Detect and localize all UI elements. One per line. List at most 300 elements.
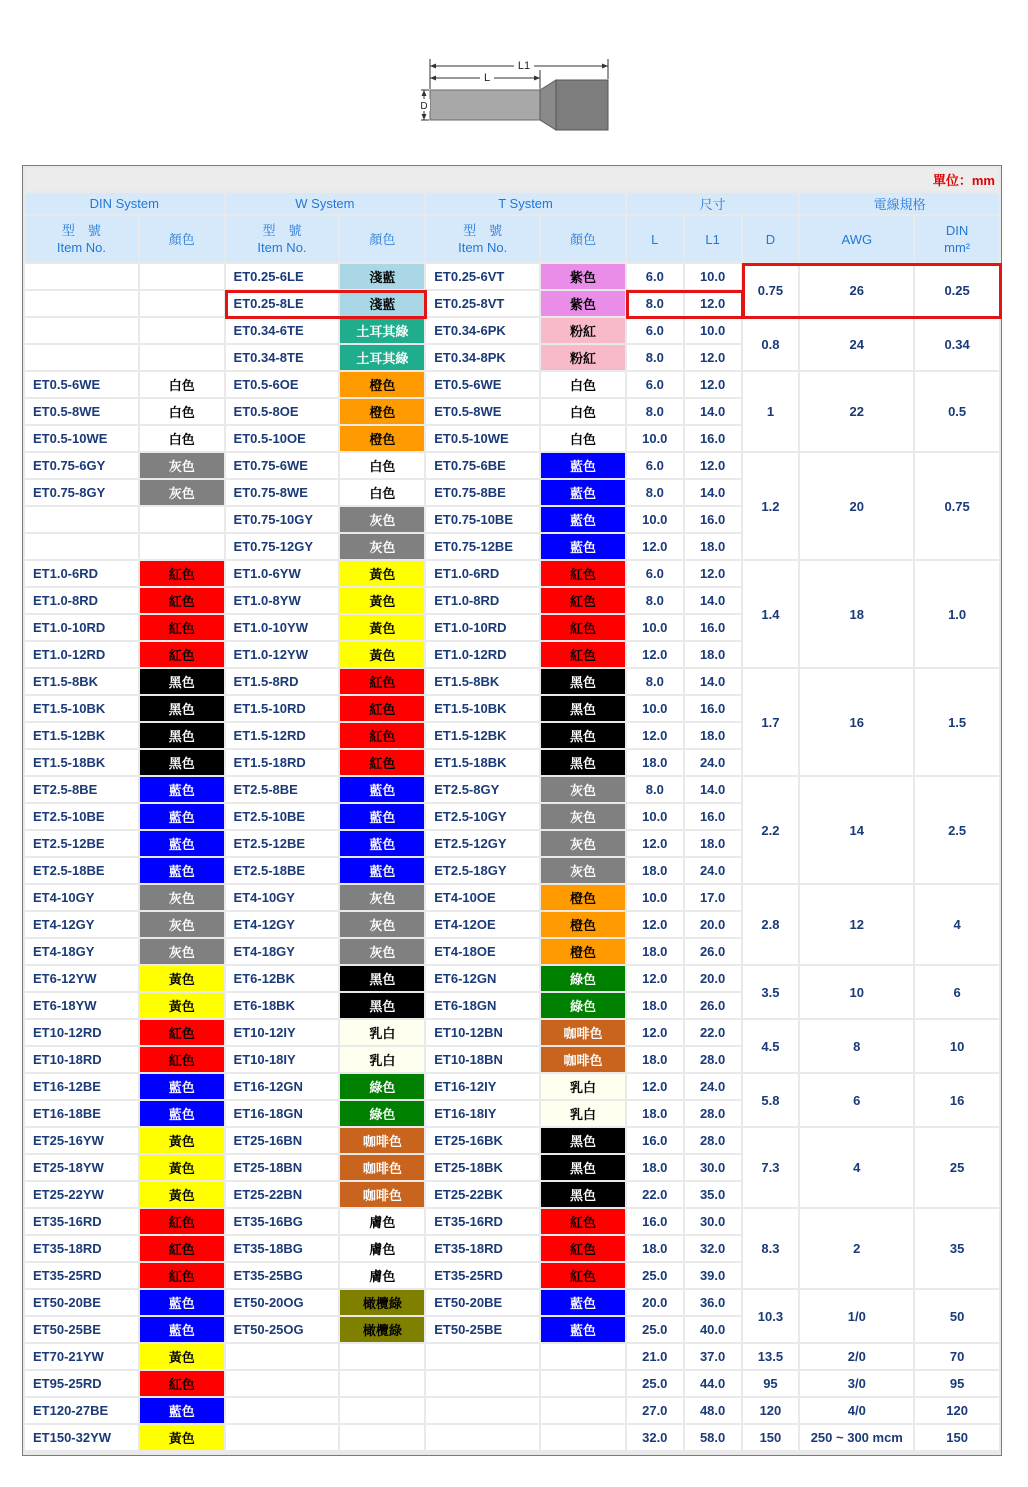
din-item-no: ET4-12GY — [25, 912, 138, 937]
color-swatch: 咖啡色 — [541, 1047, 625, 1072]
din-item-no: ET25-22YW — [25, 1182, 138, 1207]
din-mm2-value: 0.25 — [915, 264, 999, 316]
awg-value: 26 — [800, 264, 913, 316]
color-swatch: 黑色 — [541, 750, 625, 775]
color-swatch: 灰色 — [541, 804, 625, 829]
header-item-zh: 型 號 — [61, 223, 101, 238]
table-row — [25, 1128, 999, 1153]
din-item-no: ET6-18YW — [25, 993, 138, 1018]
t-item-no: ET0.5-10WE — [426, 426, 539, 451]
table-row — [25, 372, 999, 397]
length-l1: 12.0 — [685, 372, 741, 397]
t-item-no: ET4-10OE — [426, 885, 539, 910]
din-item-no — [25, 345, 138, 370]
length-l: 8.0 — [627, 480, 683, 505]
t-item-no: ET35-16RD — [426, 1209, 539, 1234]
length-l1: 14.0 — [685, 588, 741, 613]
t-item-no: ET1.5-18BK — [426, 750, 539, 775]
color-swatch: 粉紅 — [541, 318, 625, 343]
length-l: 10.0 — [627, 615, 683, 640]
t-item-no: ET6-18GN — [426, 993, 539, 1018]
table-row — [25, 453, 999, 478]
table-row — [25, 1425, 999, 1450]
length-l1: 28.0 — [685, 1128, 741, 1153]
awg-value: 12 — [800, 885, 913, 964]
color-swatch: 橙色 — [541, 939, 625, 964]
length-l1: 12.0 — [685, 291, 741, 316]
color-swatch: 白色 — [140, 372, 224, 397]
length-l: 18.0 — [627, 993, 683, 1018]
length-l1: 30.0 — [685, 1155, 741, 1180]
w-item-no: ET6-18BK — [226, 993, 339, 1018]
length-l: 18.0 — [627, 939, 683, 964]
din-item-no: ET35-16RD — [25, 1209, 138, 1234]
t-item-no — [426, 1371, 539, 1396]
header-item-zh: 型 號 — [262, 223, 302, 238]
ferrule-collar — [540, 80, 556, 130]
din-mm2-value: 35 — [915, 1209, 999, 1288]
length-l1: 26.0 — [685, 993, 741, 1018]
w-item-no: ET0.34-8TE — [226, 345, 339, 370]
color-swatch: 藍色 — [140, 1398, 224, 1423]
color-swatch: 綠色 — [541, 966, 625, 991]
color-swatch: 黑色 — [140, 696, 224, 721]
t-item-no: ET10-18BN — [426, 1047, 539, 1072]
header-t-color: 顏色 — [541, 216, 625, 262]
length-l: 8.0 — [627, 345, 683, 370]
t-item-no: ET0.25-6VT — [426, 264, 539, 289]
color-swatch: 黑色 — [541, 696, 625, 721]
t-item-no: ET10-12BN — [426, 1020, 539, 1045]
w-item-no — [226, 1425, 339, 1450]
length-l1: 22.0 — [685, 1020, 741, 1045]
awg-value: 250 ~ 300 mcm — [800, 1425, 913, 1450]
w-item-no: ET50-20OG — [226, 1290, 339, 1315]
color-swatch: 紅色 — [140, 1020, 224, 1045]
length-l1: 58.0 — [685, 1425, 741, 1450]
color-swatch: 灰色 — [541, 858, 625, 883]
w-item-no: ET1.5-12RD — [226, 723, 339, 748]
table-row — [25, 669, 999, 694]
color-swatch — [140, 534, 224, 559]
color-swatch: 灰色 — [140, 453, 224, 478]
w-item-no: ET0.75-8WE — [226, 480, 339, 505]
table-row — [25, 777, 999, 802]
ferrule-sleeve — [556, 80, 608, 130]
length-l1: 48.0 — [685, 1398, 741, 1423]
w-item-no: ET0.5-6OE — [226, 372, 339, 397]
din-item-no: ET10-12RD — [25, 1020, 138, 1045]
header-item-zh: 型 號 — [463, 223, 503, 238]
color-swatch: 藍色 — [340, 858, 424, 883]
diameter-d: 0.8 — [743, 318, 799, 370]
color-swatch: 白色 — [140, 399, 224, 424]
table-row — [25, 1209, 999, 1234]
color-swatch: 灰色 — [340, 507, 424, 532]
color-swatch: 黃色 — [140, 1128, 224, 1153]
color-swatch: 灰色 — [340, 939, 424, 964]
length-l: 18.0 — [627, 1155, 683, 1180]
length-l: 8.0 — [627, 291, 683, 316]
din-item-no: ET1.5-12BK — [25, 723, 138, 748]
length-l: 18.0 — [627, 1236, 683, 1261]
color-swatch: 紅色 — [140, 1047, 224, 1072]
color-swatch: 藍色 — [340, 777, 424, 802]
diameter-d: 2.8 — [743, 885, 799, 964]
table-row — [25, 966, 999, 991]
length-l1: 18.0 — [685, 723, 741, 748]
color-swatch: 黑色 — [541, 669, 625, 694]
length-l1: 24.0 — [685, 1074, 741, 1099]
table-row — [25, 561, 999, 586]
din-item-no: ET150-32YW — [25, 1425, 138, 1450]
din-item-no: ET35-25RD — [25, 1263, 138, 1288]
t-item-no: ET50-25BE — [426, 1317, 539, 1342]
din-item-no: ET35-18RD — [25, 1236, 138, 1261]
color-swatch: 紅色 — [340, 750, 424, 775]
din-mm2-value: 2.5 — [915, 777, 999, 883]
din-mm2-value: 70 — [915, 1344, 999, 1369]
header-item-en: Item No. — [458, 240, 508, 255]
diameter-d: 95 — [743, 1371, 799, 1396]
color-swatch: 黑色 — [541, 1155, 625, 1180]
t-item-no: ET2.5-18GY — [426, 858, 539, 883]
color-swatch: 紅色 — [140, 642, 224, 667]
color-swatch: 黑色 — [340, 966, 424, 991]
color-swatch: 紅色 — [541, 642, 625, 667]
din-item-no: ET50-20BE — [25, 1290, 138, 1315]
din-item-no: ET70-21YW — [25, 1344, 138, 1369]
w-item-no: ET35-16BG — [226, 1209, 339, 1234]
color-swatch: 黑色 — [541, 723, 625, 748]
awg-value: 6 — [800, 1074, 913, 1126]
length-l: 8.0 — [627, 588, 683, 613]
diameter-d: 10.3 — [743, 1290, 799, 1342]
color-swatch: 紅色 — [140, 1371, 224, 1396]
color-swatch: 黃色 — [140, 1425, 224, 1450]
w-item-no: ET16-18GN — [226, 1101, 339, 1126]
t-item-no: ET4-18OE — [426, 939, 539, 964]
color-swatch — [140, 291, 224, 316]
header-t-item — [426, 216, 539, 262]
length-l1: 10.0 — [685, 318, 741, 343]
length-l: 10.0 — [627, 426, 683, 451]
w-item-no: ET1.0-12YW — [226, 642, 339, 667]
t-item-no: ET25-18BK — [426, 1155, 539, 1180]
length-l: 12.0 — [627, 534, 683, 559]
color-swatch: 藍色 — [140, 858, 224, 883]
diameter-d: 5.8 — [743, 1074, 799, 1126]
w-item-no — [226, 1344, 339, 1369]
w-item-no: ET4-10GY — [226, 885, 339, 910]
length-l: 8.0 — [627, 777, 683, 802]
header-din-item — [25, 216, 138, 262]
color-swatch — [340, 1344, 424, 1369]
w-item-no: ET25-22BN — [226, 1182, 339, 1207]
t-item-no: ET1.0-6RD — [426, 561, 539, 586]
length-l1: 12.0 — [685, 561, 741, 586]
length-l1: 10.0 — [685, 264, 741, 289]
w-item-no: ET25-18BN — [226, 1155, 339, 1180]
color-swatch: 黑色 — [541, 1128, 625, 1153]
color-swatch — [340, 1371, 424, 1396]
length-l1: 16.0 — [685, 507, 741, 532]
t-item-no: ET0.5-6WE — [426, 372, 539, 397]
awg-value: 18 — [800, 561, 913, 667]
table-row — [25, 1290, 999, 1315]
length-l1: 20.0 — [685, 966, 741, 991]
din-item-no — [25, 534, 138, 559]
length-l1: 14.0 — [685, 777, 741, 802]
color-swatch: 藍色 — [340, 831, 424, 856]
color-swatch — [140, 264, 224, 289]
color-swatch: 紅色 — [541, 1209, 625, 1234]
t-item-no: ET1.5-12BK — [426, 723, 539, 748]
awg-value: 2/0 — [800, 1344, 913, 1369]
w-item-no: ET10-12IY — [226, 1020, 339, 1045]
color-swatch: 紅色 — [541, 615, 625, 640]
length-l1: 44.0 — [685, 1371, 741, 1396]
din-mm2-value: 16 — [915, 1074, 999, 1126]
color-swatch: 紫色 — [541, 291, 625, 316]
length-l: 18.0 — [627, 750, 683, 775]
color-swatch: 紅色 — [140, 588, 224, 613]
color-swatch: 灰色 — [140, 480, 224, 505]
t-item-no: ET1.0-10RD — [426, 615, 539, 640]
color-swatch — [541, 1398, 625, 1423]
length-l: 12.0 — [627, 912, 683, 937]
din-item-no — [25, 318, 138, 343]
w-item-no: ET0.34-6TE — [226, 318, 339, 343]
diagram-label-l: L — [483, 72, 491, 84]
din-item-no: ET16-18BE — [25, 1101, 138, 1126]
color-swatch: 橙色 — [340, 399, 424, 424]
awg-value: 14 — [800, 777, 913, 883]
din-mm2-value: 150 — [915, 1425, 999, 1450]
length-l: 12.0 — [627, 642, 683, 667]
w-item-no: ET4-18GY — [226, 939, 339, 964]
w-item-no: ET0.75-12GY — [226, 534, 339, 559]
diameter-d: 1.2 — [743, 453, 799, 559]
header-wire-spec: 電線規格 — [800, 193, 999, 214]
din-mm2-value: 0.75 — [915, 453, 999, 559]
color-swatch — [140, 318, 224, 343]
color-swatch — [140, 345, 224, 370]
length-l: 21.0 — [627, 1344, 683, 1369]
diameter-d: 1 — [743, 372, 799, 451]
length-l: 25.0 — [627, 1317, 683, 1342]
color-swatch: 紅色 — [140, 1263, 224, 1288]
color-swatch — [541, 1425, 625, 1450]
color-swatch: 黃色 — [140, 966, 224, 991]
din-item-no: ET1.0-6RD — [25, 561, 138, 586]
color-swatch: 黃色 — [140, 1344, 224, 1369]
t-item-no: ET2.5-10GY — [426, 804, 539, 829]
header-t-system: T System — [426, 193, 625, 214]
awg-value: 4 — [800, 1128, 913, 1207]
length-l1: 39.0 — [685, 1263, 741, 1288]
color-swatch: 乳白 — [340, 1020, 424, 1045]
din-item-no: ET1.5-10BK — [25, 696, 138, 721]
t-item-no — [426, 1425, 539, 1450]
t-item-no: ET35-18RD — [426, 1236, 539, 1261]
header-w-color: 顏色 — [340, 216, 424, 262]
length-l: 6.0 — [627, 372, 683, 397]
color-swatch: 紅色 — [140, 1209, 224, 1234]
t-item-no: ET50-20BE — [426, 1290, 539, 1315]
length-l: 10.0 — [627, 507, 683, 532]
length-l: 10.0 — [627, 804, 683, 829]
t-item-no: ET1.5-8BK — [426, 669, 539, 694]
length-l1: 35.0 — [685, 1182, 741, 1207]
din-item-no: ET25-18YW — [25, 1155, 138, 1180]
color-swatch — [541, 1344, 625, 1369]
color-swatch: 黑色 — [541, 1182, 625, 1207]
header-mm2: mm² — [944, 240, 971, 255]
length-l: 27.0 — [627, 1398, 683, 1423]
w-item-no: ET1.0-10YW — [226, 615, 339, 640]
color-swatch: 紅色 — [140, 561, 224, 586]
awg-value: 2 — [800, 1209, 913, 1288]
diameter-d: 120 — [743, 1398, 799, 1423]
din-mm2-value: 1.0 — [915, 561, 999, 667]
length-l1: 14.0 — [685, 480, 741, 505]
w-item-no: ET50-25OG — [226, 1317, 339, 1342]
color-swatch: 灰色 — [140, 939, 224, 964]
diameter-d: 150 — [743, 1425, 799, 1450]
length-l: 12.0 — [627, 831, 683, 856]
din-item-no: ET10-18RD — [25, 1047, 138, 1072]
w-item-no: ET0.75-10GY — [226, 507, 339, 532]
color-swatch: 藍色 — [541, 1317, 625, 1342]
w-item-no: ET2.5-10BE — [226, 804, 339, 829]
length-l: 22.0 — [627, 1182, 683, 1207]
w-item-no: ET2.5-8BE — [226, 777, 339, 802]
length-l1: 24.0 — [685, 858, 741, 883]
length-l1: 24.0 — [685, 750, 741, 775]
diameter-d: 4.5 — [743, 1020, 799, 1072]
awg-value: 4/0 — [800, 1398, 913, 1423]
color-swatch: 灰色 — [541, 831, 625, 856]
w-item-no: ET1.0-6YW — [226, 561, 339, 586]
t-item-no: ET16-12IY — [426, 1074, 539, 1099]
color-swatch: 藍色 — [541, 480, 625, 505]
t-item-no: ET0.75-10BE — [426, 507, 539, 532]
length-l: 20.0 — [627, 1290, 683, 1315]
color-swatch: 黃色 — [140, 1182, 224, 1207]
awg-value: 8 — [800, 1020, 913, 1072]
unit-label: 單位：mm — [25, 168, 999, 191]
color-swatch: 黑色 — [140, 750, 224, 775]
diameter-d: 1.7 — [743, 669, 799, 775]
length-l1: 16.0 — [685, 426, 741, 451]
table-row — [25, 1074, 999, 1099]
t-item-no: ET6-12GN — [426, 966, 539, 991]
length-l1: 37.0 — [685, 1344, 741, 1369]
length-l: 6.0 — [627, 453, 683, 478]
din-mm2-value: 25 — [915, 1128, 999, 1207]
ferrule-tube — [430, 90, 542, 120]
length-l: 8.0 — [627, 399, 683, 424]
color-swatch: 白色 — [140, 426, 224, 451]
w-item-no: ET35-25BG — [226, 1263, 339, 1288]
header-item-en: Item No. — [56, 240, 106, 255]
color-swatch: 藍色 — [140, 1290, 224, 1315]
din-item-no: ET2.5-18BE — [25, 858, 138, 883]
w-item-no: ET2.5-12BE — [226, 831, 339, 856]
table-row — [25, 1344, 999, 1369]
w-item-no: ET35-18BG — [226, 1236, 339, 1261]
color-swatch: 紅色 — [340, 669, 424, 694]
din-item-no: ET0.75-8GY — [25, 480, 138, 505]
length-l: 18.0 — [627, 1047, 683, 1072]
din-item-no: ET2.5-8BE — [25, 777, 138, 802]
highlight-box-item — [225, 290, 428, 319]
diameter-d: 2.2 — [743, 777, 799, 883]
din-item-no: ET2.5-10BE — [25, 804, 138, 829]
w-item-no: ET1.5-8RD — [226, 669, 339, 694]
color-swatch: 紅色 — [541, 561, 625, 586]
length-l1: 36.0 — [685, 1290, 741, 1315]
t-item-no: ET0.25-8VT — [426, 291, 539, 316]
din-item-no: ET1.5-18BK — [25, 750, 138, 775]
color-swatch: 灰色 — [340, 885, 424, 910]
color-swatch: 藍色 — [541, 534, 625, 559]
din-mm2-value: 1.5 — [915, 669, 999, 775]
din-item-no — [25, 291, 138, 316]
color-swatch: 膚色 — [340, 1236, 424, 1261]
color-swatch: 黃色 — [340, 588, 424, 613]
length-l: 8.0 — [627, 669, 683, 694]
color-swatch: 乳白 — [541, 1074, 625, 1099]
table-row — [25, 1371, 999, 1396]
color-swatch: 乳白 — [541, 1101, 625, 1126]
color-swatch: 土耳其綠 — [340, 345, 424, 370]
din-item-no: ET1.0-8RD — [25, 588, 138, 613]
color-swatch: 白色 — [541, 372, 625, 397]
length-l1: 40.0 — [685, 1317, 741, 1342]
color-swatch: 乳白 — [340, 1047, 424, 1072]
w-item-no: ET25-16BN — [226, 1128, 339, 1153]
t-item-no: ET25-22BK — [426, 1182, 539, 1207]
color-swatch: 藍色 — [541, 453, 625, 478]
color-swatch: 橄欖綠 — [340, 1290, 424, 1315]
color-swatch: 藍色 — [140, 1317, 224, 1342]
din-item-no: ET4-10GY — [25, 885, 138, 910]
din-item-no: ET1.5-8BK — [25, 669, 138, 694]
awg-value: 16 — [800, 669, 913, 775]
table-row — [25, 1398, 999, 1423]
color-swatch — [140, 507, 224, 532]
color-swatch: 橙色 — [541, 912, 625, 937]
header-size: 尺寸 — [627, 193, 798, 214]
length-l1: 20.0 — [685, 912, 741, 937]
t-item-no: ET25-16BK — [426, 1128, 539, 1153]
t-item-no: ET0.5-8WE — [426, 399, 539, 424]
color-swatch: 淺藍 — [340, 264, 424, 289]
length-l: 6.0 — [627, 318, 683, 343]
din-mm2-value: 50 — [915, 1290, 999, 1342]
color-swatch: 黑色 — [340, 993, 424, 1018]
color-swatch: 紫色 — [541, 264, 625, 289]
color-swatch: 咖啡色 — [340, 1128, 424, 1153]
length-l: 10.0 — [627, 696, 683, 721]
diameter-d: 1.4 — [743, 561, 799, 667]
din-item-no: ET25-16YW — [25, 1128, 138, 1153]
din-item-no: ET50-25BE — [25, 1317, 138, 1342]
t-item-no — [426, 1344, 539, 1369]
din-item-no: ET6-12YW — [25, 966, 138, 991]
